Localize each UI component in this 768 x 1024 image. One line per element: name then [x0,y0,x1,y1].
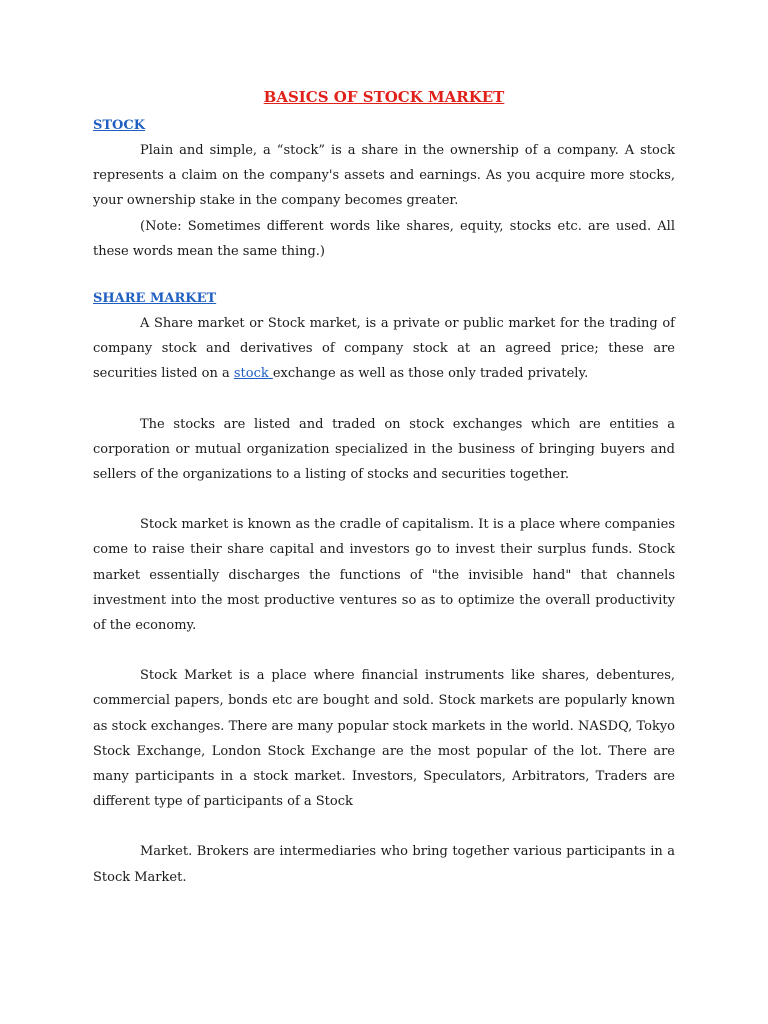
share-market-paragraph-4: Stock Market is a place where financial instruments like shares, debentures, commercial papers, bonds etc are bought and sold. Stock markets are popularly known as stock exchanges. There are many popular stock markets in the world. NASDQ, Tokyo Stock Exchange, London Stock Exchange are the most popular of the lot. There are many participants in a stock market. Investors, Speculators, Arbitrators, Traders are different type of participants of a Stock [93,668,675,810]
section-heading-stock: STOCK [93,118,146,133]
stock-paragraph-1: Plain and simple, a “stock” is a share in the ownership of a company. A stock represents a claim on the company's assets and earnings. As you acquire more stocks, your ownership stake in the company becomes greater. [93,143,675,209]
paragraph-gap [93,487,675,512]
share-market-paragraph-5: Market. Brokers are intermediaries who bring together various participants in a Stock Market. [93,844,675,885]
section-heading-share-market: SHARE MARKET [93,291,217,307]
share-market-paragraph-1-text-a: A Share market or Stock market, is a private or public market for the trading of company stock and derivatives of company stock at an agreed price; these are securities listed on a [93,316,675,382]
paragraph-gap [93,814,675,839]
share-market-paragraph-3: Stock market is known as the cradle of capitalism. It is a place where companies come to raise their share capital and investors go to invest their surplus funds. Stock market essentially discharges the functions of "the invisible hand" that channels investment into the most productive ventures so as to optimize the overall productivity of the economy. [93,517,675,634]
share-market-paragraph-2: The stocks are listed and traded on stock exchanges which are entities a corporation or mutual organization specialized in the business of bringing buyers and sellers of the organizations to a listing of stocks and securities together. [93,416,675,483]
paragraph-gap [93,264,675,289]
document-title: BASICS OF STOCK MARKET [263,88,505,106]
paragraph-gap [93,387,675,412]
stock-link[interactable]: stock [233,366,273,382]
share-market-paragraph-1-text-b: exchange as well as those only traded privately. [272,366,589,382]
share-market-paragraph-1 [93,311,675,387]
paragraph-gap [93,638,675,663]
stock-paragraph-2: (Note: Sometimes different words like shares, equity, stocks etc. are used. All these words mean the same thing.) [93,218,675,259]
